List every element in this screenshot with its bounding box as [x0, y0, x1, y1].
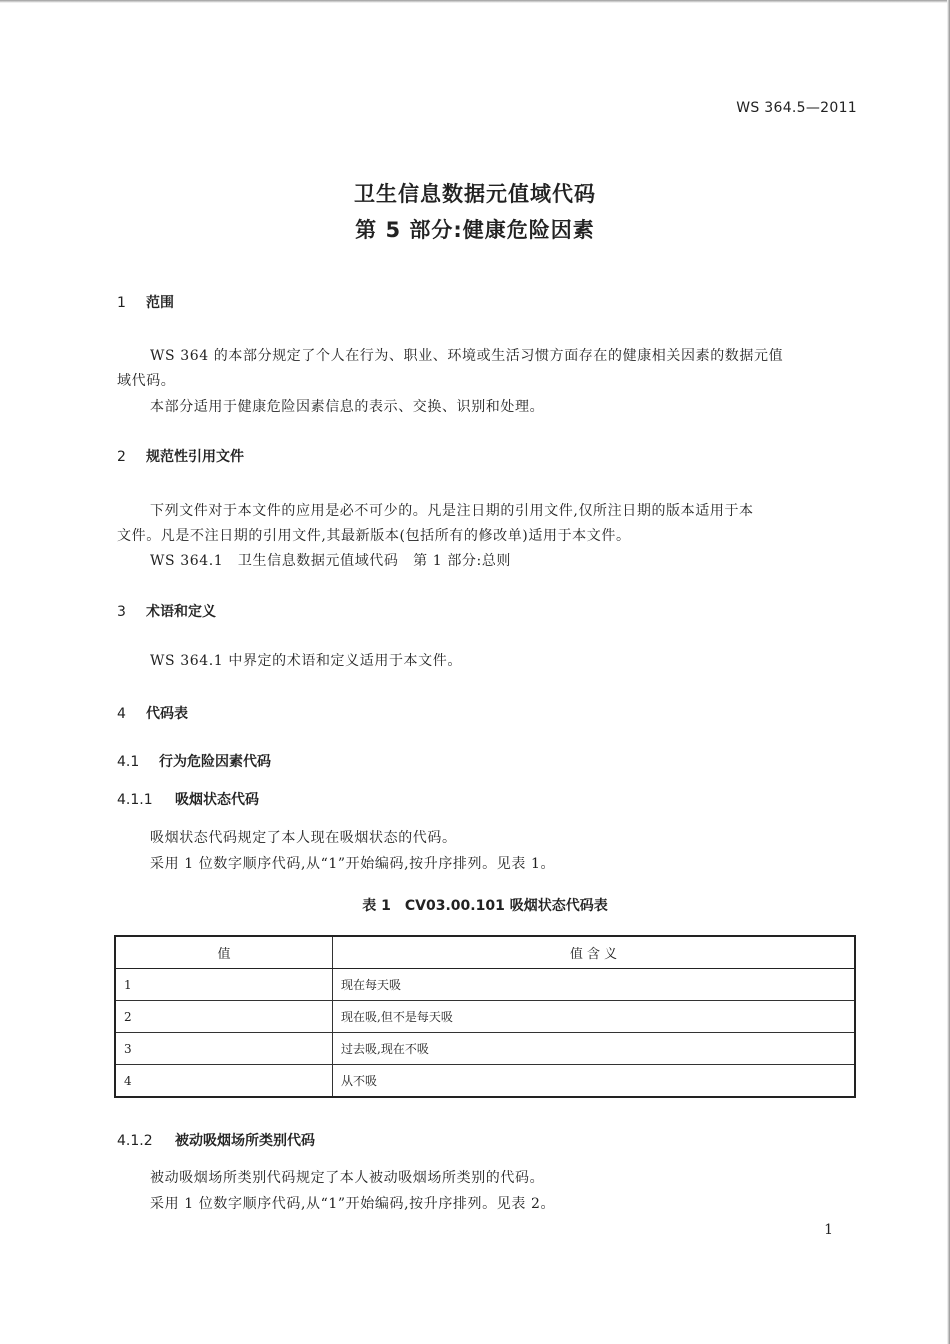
section-number: 2: [117, 449, 126, 465]
section-4-1-2-heading: [117, 1130, 315, 1150]
section-title: 吸烟状态代码: [175, 792, 259, 808]
section-3-paragraph: WS 364.1 中界定的术语和定义适用于本文件。: [150, 653, 462, 669]
section-4-heading: [117, 703, 188, 723]
section-title: 行为危险因素代码: [159, 754, 271, 770]
section-number: 4.1.1: [117, 792, 153, 808]
table-cell-meaning: 现在每天吸: [333, 969, 856, 1001]
section-2-paragraph-1-line-1: 下列文件对于本文件的应用是必不可少的。凡是注日期的引用文件,仅所注日期的版本适用于本: [150, 503, 754, 519]
section-number: 4: [117, 706, 126, 722]
section-4-1-2-paragraph-1: 被动吸烟场所类别代码规定了本人被动吸烟场所类别的代码。: [150, 1170, 545, 1186]
section-4-1-1-paragraph-1: 吸烟状态代码规定了本人现在吸烟状态的代码。: [150, 830, 457, 846]
table-cell-meaning: 过去吸,现在不吸: [333, 1033, 856, 1065]
section-1-paragraph-2: 本部分适用于健康危险因素信息的表示、交换、识别和处理。: [150, 399, 545, 415]
table-row: [115, 1033, 855, 1065]
section-4-1-heading: [117, 751, 271, 771]
page-number: 1: [824, 1222, 833, 1238]
table-cell-value: 3: [115, 1033, 333, 1065]
table-header-value: 值: [115, 936, 333, 969]
scan-edge-top: [0, 0, 950, 3]
section-title: 代码表: [146, 706, 188, 722]
section-2-heading: [117, 446, 244, 466]
table-cell-meaning: 从不吸: [333, 1065, 856, 1098]
document-title-line1: 卫生信息数据元值域代码: [354, 182, 596, 206]
table-cell-value: 2: [115, 1001, 333, 1033]
section-number: 4.1.2: [117, 1133, 153, 1149]
table-row: [115, 1065, 855, 1098]
table-cell-meaning: 现在吸,但不是每天吸: [333, 1001, 856, 1033]
section-1-paragraph-1-line-2: 域代码。: [117, 373, 176, 389]
section-4-1-2-paragraph-2: 采用 1 位数字顺序代码,从“1”开始编码,按升序排列。见表 2。: [150, 1196, 556, 1212]
table-row: [115, 1001, 855, 1033]
document-title-line2: 第 5 部分:健康危险因素: [355, 218, 595, 242]
section-title: 术语和定义: [146, 604, 216, 620]
section-3-heading: [117, 601, 216, 621]
section-title: 范围: [146, 295, 174, 311]
section-4-1-1-heading: [117, 789, 259, 809]
document-code: WS 364.5—2011: [736, 100, 857, 116]
table-header-meaning: 值 含 义: [333, 936, 856, 969]
section-1-heading: [117, 292, 174, 312]
section-number: 3: [117, 604, 126, 620]
table-row: [115, 969, 855, 1001]
section-number: 1: [117, 295, 126, 311]
smoking-status-code-table: [114, 935, 856, 1098]
section-1-paragraph-1-line-1: WS 364 的本部分规定了个人在行为、职业、环境或生活习惯方面存在的健康相关因素的数据元值: [150, 348, 784, 364]
table-1-caption: 表 1 CV03.00.101 吸烟状态代码表: [362, 898, 608, 914]
table-cell-value: 1: [115, 969, 333, 1001]
section-2-reference: WS 364.1 卫生信息数据元值域代码 第 1 部分:总则: [150, 553, 512, 569]
table-cell-value: 4: [115, 1065, 333, 1098]
section-title: 规范性引用文件: [146, 449, 244, 465]
table-header-row: [115, 936, 855, 969]
section-2-paragraph-1-line-2: 文件。凡是不注日期的引用文件,其最新版本(包括所有的修改单)适用于本文件。: [117, 528, 631, 544]
section-4-1-1-paragraph-2: 采用 1 位数字顺序代码,从“1”开始编码,按升序排列。见表 1。: [150, 856, 556, 872]
section-number: 4.1: [117, 754, 140, 770]
section-title: 被动吸烟场所类别代码: [175, 1133, 315, 1149]
